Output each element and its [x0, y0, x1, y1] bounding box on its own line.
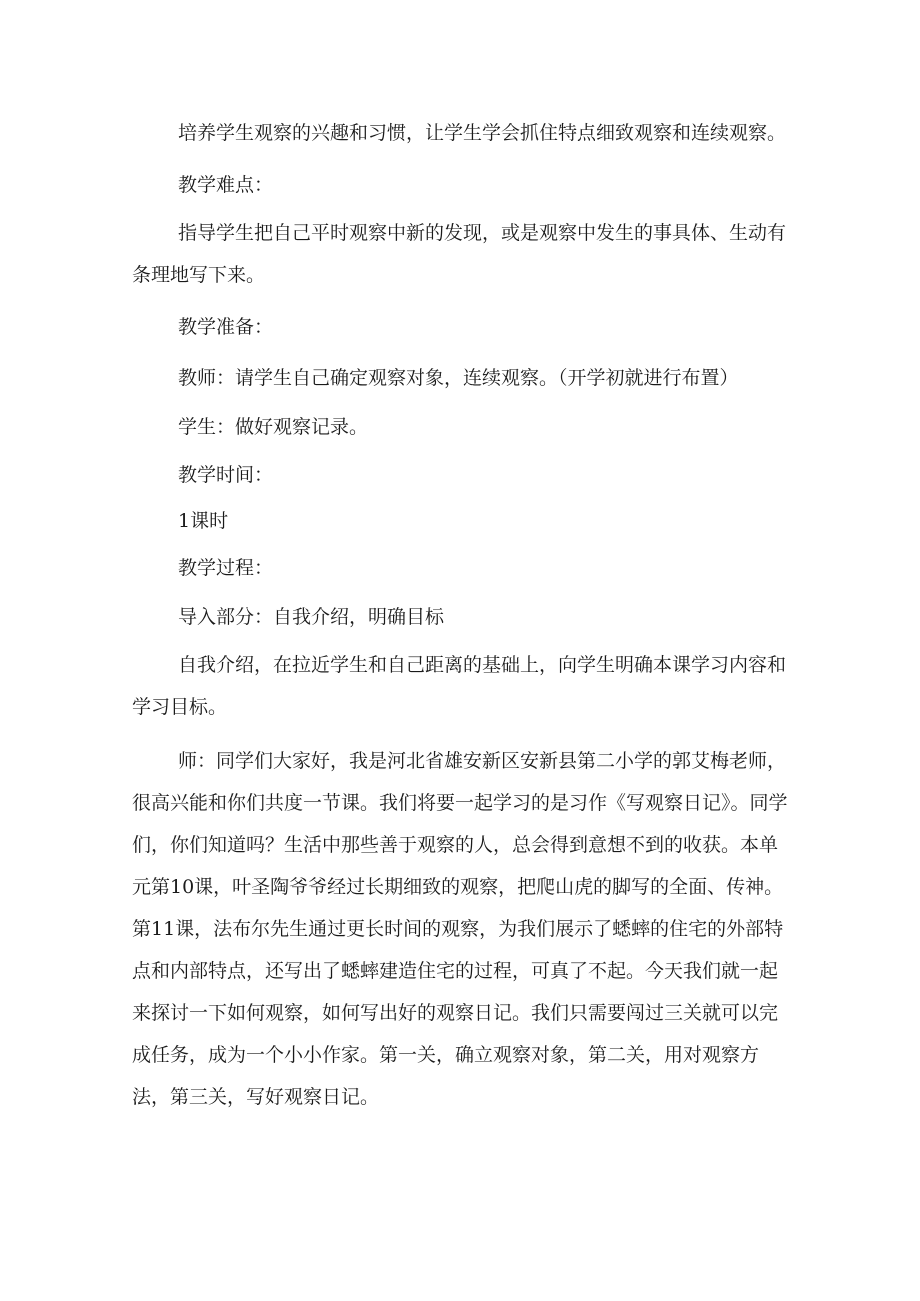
paragraph-self-introduction: 自我介绍，在拉近学生和自己距离的基础上，向学生明确本课学习内容和学习目标。	[132, 654, 787, 718]
paragraph-intro-section: 导入部分：自我介绍，明确目标	[178, 606, 445, 628]
paragraph-teacher-speech: 师：同学们大家好，我是河北省雄安新区安新县第二小学的郭艾梅老师，很高兴能和你们共度一节课。我们将要一起学习的是习作《写观察日记》。同学们，你们知道吗？生活中那些善于观察的人，总会得到意想不到的收获。本单元第10课，叶圣陶爷爷经过长期细致的观察，把爬山虎的脚写的全面、传神。第11课，法布尔先生通过更长时间的观察，为我们展示了蟋蟀的住宅的外部特点和内部特点，还写出了蟋蟀建造住宅的过程，可真了不起。今天我们就一起来探讨一下如何观察，如何写出好的观察日记。我们只需要闯过三关就可以完成任务，成为一个小小作家。第一关，确立观察对象，第二关，用对观察方法，第三关，写好观察日记。	[132, 750, 788, 1108]
paragraph-observation-goal: 培养学生观察的兴趣和习惯，让学生学会抓住特点细致观察和连续观察。	[178, 122, 787, 144]
heading-teaching-preparation: 教学准备：	[178, 316, 274, 338]
heading-teaching-process: 教学过程：	[178, 557, 274, 579]
paragraph-student-preparation: 学生：做好观察记录。	[178, 416, 369, 438]
paragraph-teacher-preparation: 教师：请学生自己确定观察对象，连续观察。（开学初就进行布置）	[178, 367, 739, 389]
heading-teaching-time: 教学时间：	[178, 464, 274, 486]
paragraph-teaching-time: 1课时	[178, 510, 229, 532]
heading-teaching-difficulty: 教学难点：	[178, 174, 274, 196]
paragraph-teaching-difficulty: 指导学生把自己平时观察中新的发现，或是观察中发生的事具体、生动有条理地写下来。	[132, 222, 787, 286]
